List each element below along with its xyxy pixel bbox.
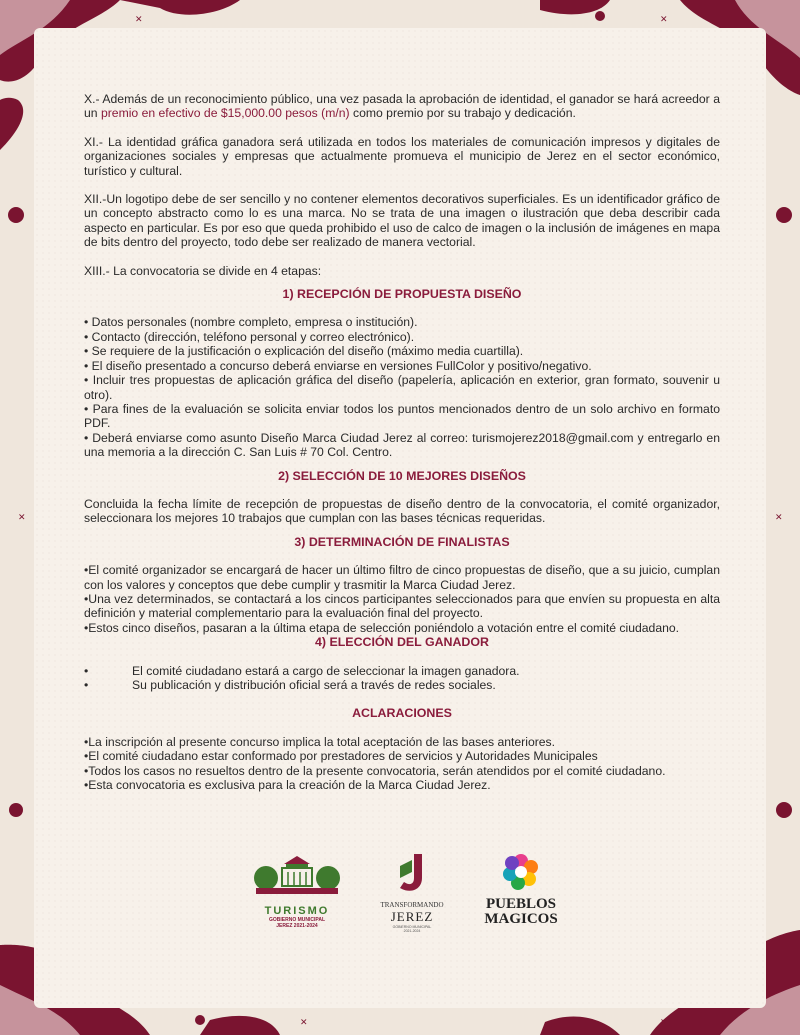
section-2-text: Concluida la fecha límite de recepción de propuestas de diseño dentro de la convocatoria, el comité organizador, seleccionara los mejores 10 trabajos que cumplan con las bases técnicas requeridas. (84, 496, 720, 526)
s5-item: •La inscripción al presente concurso implica la total aceptación de las bases anteriores. (84, 734, 556, 749)
s4-item (84, 678, 720, 692)
footer-logos (0, 846, 800, 936)
s4-item-text: El comité ciudadano estará a cargo de seleccionar la imagen ganadora. (132, 663, 520, 678)
clause-x-text-a: X.- Además de un reconocimiento público, una vez pasada la aprobación de identidad, el ganador se hará acreedor a un (84, 92, 720, 121)
svg-text:✕: ✕ (135, 14, 143, 24)
clause-xi: XI.- La identidad gráfica ganadora será utilizada en todos los materiales de comunicación impresos y digitales de organizaciones sociales y empresas que actualmente promueva el municipio de Jerez en el sector económico, turístico y cultural. (84, 134, 720, 178)
jerez-line3: GOBIERNO MUNICIPAL (392, 925, 432, 929)
s1-item: • Datos personales (nombre completo, empresa o institución). (84, 315, 418, 330)
clause-xiii: XIII.- La convocatoria se divide en 4 etapas: (84, 263, 322, 278)
jerez-line4: 2021-2024 (403, 929, 421, 933)
jerez-line1: TRANSFORMANDO (380, 901, 444, 909)
turismo-sub1: GOBIERNO MUNICIPAL (268, 917, 326, 923)
s5-item: •Todos los casos no resueltos dentro de la presente convocatoria, serán atendidos por el comité ciudadano. (84, 763, 666, 778)
pueblos-line1: PUEBLOS (485, 896, 557, 912)
s1-item: • Deberá enviarse como asunto Diseño Marca Ciudad Jerez al correo: turismojerez2018@gmail.com y entregarlo en una memoria a la dirección C. San Luis # 70 Col. Centro. (84, 430, 720, 460)
clause-x (84, 92, 720, 121)
jerez-line2: JEREZ (390, 909, 434, 924)
s1-item: • Para fines de la evaluación se solicita enviar todos los puntos mencionados dentro de un solo archivo en formato PDF. (84, 401, 720, 431)
svg-text:✕: ✕ (660, 1017, 668, 1027)
section-2-heading: 2) SELECCIÓN DE 10 MEJORES DISEÑOS (278, 468, 526, 483)
document-body (84, 92, 720, 792)
svg-text:✕: ✕ (775, 512, 783, 522)
kiosk-icon (252, 854, 342, 900)
turismo-title: TURISMO (264, 905, 330, 917)
svg-text:✕: ✕ (660, 14, 668, 24)
flower-icon (501, 852, 541, 892)
jerez-logo (372, 852, 452, 936)
s1-item: • Contacto (dirección, teléfono personal y correo electrónico). (84, 329, 415, 344)
section-4-heading: 4) ELECCIÓN DEL GANADOR (315, 635, 489, 650)
turismo-sub2: JEREZ 2021-2024 (276, 923, 318, 929)
jerez-mark-icon (392, 852, 432, 896)
s3-item: •Una vez determinados, se contactará a los cincos participantes seleccionados para que envíen su propuesta en alta definición y material complementario para la evaluación final del proyecto. (84, 591, 720, 621)
turismo-logo (252, 854, 342, 934)
svg-text:✕: ✕ (300, 1017, 308, 1027)
pueblos-line2: MAGICOS (484, 911, 558, 927)
section-1-heading: 1) RECEPCIÓN DE PROPUESTA DISEÑO (282, 287, 522, 302)
s5-item: •Esta convocatoria es exclusiva para la creación de la Marca Ciudad Jerez. (84, 778, 491, 793)
s3-item: •Estos cinco diseños, pasaran a la última etapa de selección poniéndolo a votación entre el comité ciudadano. (84, 620, 680, 635)
s5-item: •El comité ciudadano estar conformado por prestadores de servicios y Autoridades Municipales (84, 749, 598, 764)
s1-item: • Incluir tres propuestas de aplicación gráfica del diseño (papelería, aplicación en exterior, gran formato, souvenir u otro). (84, 373, 720, 402)
svg-text:✕: ✕ (18, 512, 26, 522)
s1-item: • Se requiere de la justificación o explicación del diseño (máximo media cuartilla). (84, 344, 524, 359)
bullet: • (84, 678, 89, 692)
s4-item-text: Su publicación y distribución oficial será a través de redes sociales. (132, 678, 496, 692)
section-3-heading: 3) DETERMINACIÓN DE FINALISTAS (294, 534, 510, 549)
bullet: • (84, 663, 89, 678)
s1-item: • El diseño presentado a concurso deberá enviarse en versiones FullColor y positivo/negativo. (84, 358, 592, 373)
clause-x-text-b: como premio por su trabajo y dedicación. (349, 106, 576, 121)
s4-item (84, 664, 720, 678)
prize-highlight: premio en efectivo de $15,000.00 pesos (m/n) (100, 106, 350, 121)
s3-item: •El comité organizador se encargará de hacer un último filtro de cinco propuestas de diseño, que a su juicio, cumplan con los valores y conceptos que debe cumplir y trasmitir la Marca Ciudad Jerez. (84, 563, 720, 592)
clause-xii: XII.-Un logotipo debe de ser sencillo y no contener elementos decorativos superficiales. Es un identificador gráfico de un concepto abstracto como lo es una marca. No se trata de una imagen o ilustración que deba describir cada aspecto en particular. Es por eso que queda prohibido el uso de calco de imagen o la inclusión de imágenes en mapa de bits dentro del proyecto, todo debe ser realizado de manera vectorial. (84, 192, 720, 250)
section-5-heading: ACLARACIONES (352, 706, 452, 721)
pueblos-magicos-logo (476, 852, 566, 932)
